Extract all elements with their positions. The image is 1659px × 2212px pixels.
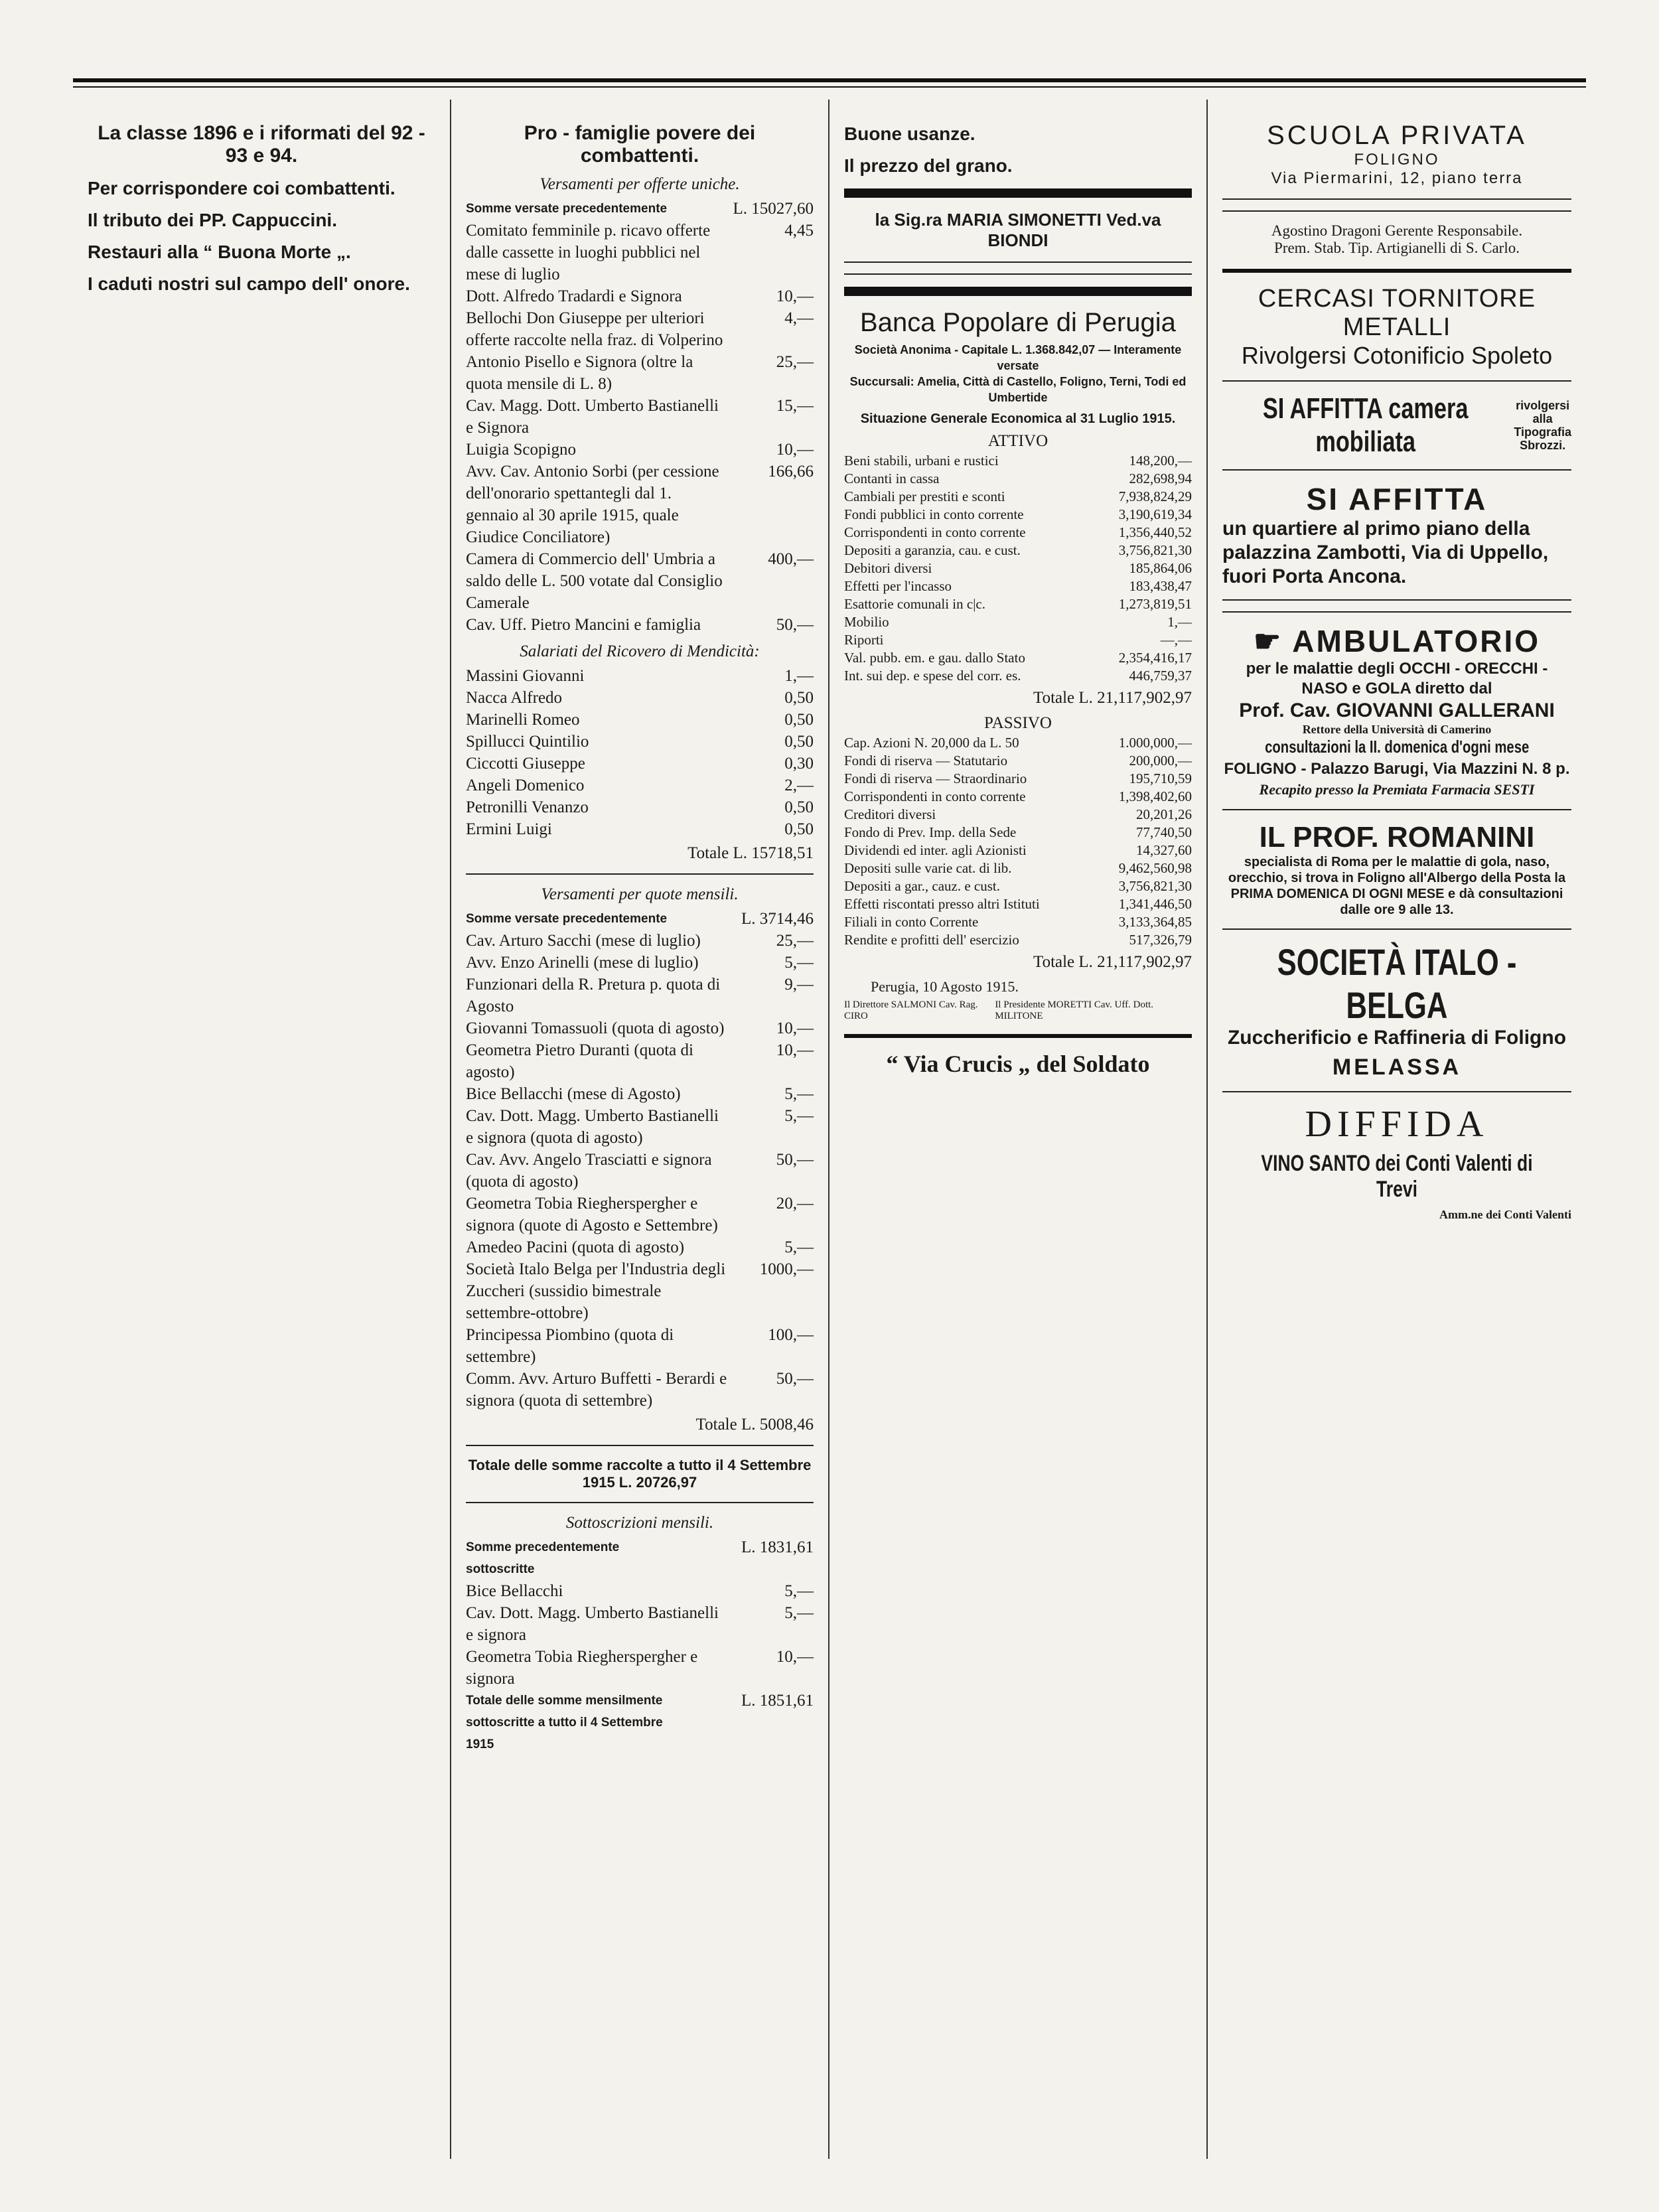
- ledger-row: [466, 1083, 814, 1105]
- divider: [1222, 1091, 1571, 1092]
- ledger-amount: 77,740,50: [1136, 824, 1192, 840]
- ledger-row: [466, 687, 814, 709]
- carry-label: Somme versate precedentemente: [466, 912, 668, 926]
- carry-value: L. 15027,60: [733, 200, 814, 218]
- divider: [466, 873, 814, 875]
- ledger-row: [466, 731, 814, 753]
- ledger-amount: 1,341,446,50: [1118, 896, 1192, 912]
- ledger-amount: 195,710,59: [1129, 771, 1192, 786]
- ledger-label: Amedeo Pacini (quota di agosto): [466, 1238, 685, 1256]
- ledger-row: [844, 788, 1192, 806]
- ad-melassa: MELASSA: [1332, 1055, 1462, 1080]
- ledger-amount: 166,66: [768, 463, 814, 480]
- ledger-amount: 185,864,06: [1129, 560, 1192, 576]
- heading-caduti: I caduti nostri sul campo dell' onore.: [88, 273, 410, 294]
- ledger-row: [466, 439, 814, 461]
- ledger-row: [844, 806, 1192, 824]
- ledger-amount: 517,326,79: [1129, 932, 1192, 948]
- ledger-amount: 10,—: [776, 1648, 814, 1666]
- ledger-row: [844, 842, 1192, 859]
- bank-attivo-table: [844, 452, 1192, 685]
- ledger-row: [844, 877, 1192, 895]
- ledger-amount: 0,50: [784, 711, 814, 729]
- ledger-row: [844, 931, 1192, 949]
- ledger-row: [844, 824, 1192, 842]
- ledger-label: Camera di Commercio dell' Umbria a saldo delle L. 500 votate dal Consiglio Camerale: [466, 550, 723, 612]
- ledger-amount: 5,—: [784, 1582, 814, 1600]
- ledger-amount: 183,438,47: [1129, 578, 1192, 594]
- ledger-label: Fondi di riserva — Straordinario: [844, 771, 1027, 786]
- ledger-label: Cav. Avv. Angelo Trasciatti e signora (quota di agosto): [466, 1151, 712, 1191]
- ledger-row: [466, 614, 814, 636]
- ledger-label: Comm. Avv. Arturo Buffetti - Berardi e signora (quota di settembre): [466, 1370, 727, 1410]
- ledger-label: Cambiali per prestiti e sconti: [844, 488, 1005, 504]
- ledger-amount: 1,356,440,52: [1118, 524, 1192, 540]
- ad-ambulatorio-l3: Rettore della Università di Camerino: [1302, 723, 1492, 736]
- ledger-amount: 1.000,000,—: [1118, 735, 1192, 751]
- ad-ambulatorio-title-text: AMBULATORIO: [1292, 624, 1541, 658]
- ad-ambulatorio-l5: FOLIGNO - Palazzo Barugi, Via Mazzini N. 8 p.: [1224, 760, 1570, 778]
- divider: [844, 261, 1192, 263]
- bank-capital: Società Anonima - Capitale L. 1.368.842,07 — Interamente versate: [854, 343, 1182, 372]
- ledger-amount: 282,698,94: [1129, 471, 1192, 486]
- ad-ambulatorio-title: [1222, 623, 1571, 659]
- ledger-amount: 7,938,824,29: [1118, 488, 1192, 504]
- ledger-amount: 400,—: [768, 550, 814, 568]
- gerente: Agostino Dragoni Gerente Responsabile.: [1271, 222, 1523, 239]
- ledger-row: [466, 1193, 814, 1236]
- ledger-label: Fondi pubblici in conto corrente: [844, 506, 1024, 522]
- ledger-label: Ciccotti Giuseppe: [466, 755, 585, 773]
- ledger-row: [466, 1105, 814, 1149]
- ledger-amount: 1,—: [784, 667, 814, 685]
- bank-date: Perugia, 10 Agosto 1915.: [871, 978, 1019, 995]
- ledger-row: [466, 1602, 814, 1646]
- ledger-quote-mensili: [466, 930, 814, 1412]
- ledger-row: [466, 461, 814, 548]
- ledger-label: Esattorie comunali in c|c.: [844, 596, 985, 612]
- ledger-label: Int. sui dep. e spese del corr. es.: [844, 668, 1021, 684]
- ledger-label: Bice Bellacchi (mese di Agosto): [466, 1085, 681, 1103]
- ad-ambulatorio-l2: Prof. Cav. GIOVANNI GALLERANI: [1239, 700, 1555, 721]
- grand-total: Totale delle somme raccolte a tutto il 4 Settembre 1915 L. 20726,97: [468, 1457, 812, 1491]
- ledger-amount: 0,50: [784, 733, 814, 751]
- ledger-label: Geometra Tobia Riegherspergher e signora: [466, 1648, 698, 1688]
- heading-prezzo-grano: Il prezzo del grano.: [844, 155, 1013, 176]
- ledger-label: Corrispondenti in conto corrente: [844, 788, 1026, 804]
- ledger-row: [844, 752, 1192, 770]
- subheading-sottoscrizioni: Sottoscrizioni mensili.: [565, 1514, 714, 1532]
- heading-buone-usanze: Buone usanze.: [844, 123, 975, 144]
- ledger-amount: 0,50: [784, 798, 814, 816]
- bank-situation: Situazione Generale Economica al 31 Luglio 1915.: [860, 411, 1176, 426]
- ledger-row: [844, 577, 1192, 595]
- top-rule: [73, 78, 1586, 82]
- ledger-amount: 20,201,26: [1136, 806, 1192, 822]
- ledger-label: Mobilio: [844, 614, 889, 630]
- ledger-label: Giovanni Tomassuoli (quota di agosto): [466, 1019, 725, 1037]
- ledger-row: [466, 220, 814, 285]
- ledger-label: Riporti: [844, 632, 884, 648]
- ledger-amount: 1,273,819,51: [1118, 596, 1192, 612]
- ledger-amount: 3,133,364,85: [1118, 914, 1192, 930]
- ledger-row: [466, 285, 814, 307]
- ledger-row: [844, 649, 1192, 667]
- divider: [1222, 198, 1571, 200]
- carry-row: [466, 198, 814, 220]
- ledger-label: Bellochi Don Giuseppe per ulteriori offerte raccolte nella fraz. di Volperino: [466, 309, 723, 349]
- school-city: FOLIGNO: [1354, 151, 1440, 169]
- divider: [1222, 611, 1571, 613]
- ledger-row: [844, 734, 1192, 752]
- ledger-amount: 5,—: [784, 1107, 814, 1125]
- ledger-label: Angeli Domenico: [466, 776, 585, 794]
- ledger-label: Corrispondenti in conto corrente: [844, 524, 1026, 540]
- bank-attivo: ATTIVO: [987, 432, 1048, 450]
- ledger-row: [466, 974, 814, 1017]
- bank-passivo-table: [844, 734, 1192, 949]
- ledger-label: Effetti per l'incasso: [844, 578, 952, 594]
- ledger-label: Geometra Tobia Riegherspergher e signora (quote di Agosto e Settembre): [466, 1195, 718, 1234]
- ledger-amount: 2,—: [784, 776, 814, 794]
- ledger-row: [466, 753, 814, 774]
- ledger-amount: 3,756,821,30: [1118, 878, 1192, 894]
- ledger-row: [844, 667, 1192, 685]
- ledger-row: [466, 1646, 814, 1690]
- ledger-amount: 50,—: [776, 1370, 814, 1388]
- obituary-rule: [844, 188, 1192, 198]
- ledger-label: Luigia Scopigno: [466, 441, 576, 459]
- divider: [466, 1445, 814, 1446]
- divider: [844, 1034, 1192, 1038]
- carry-row: [466, 1536, 814, 1580]
- ad-diffida-sign: Amm.ne dei Conti Valenti: [1439, 1208, 1571, 1221]
- ad-ambulatorio-l4: consultazioni la II. domenica d'ogni mese: [1264, 737, 1530, 757]
- total-quote: Totale L. 5008,46: [695, 1416, 814, 1434]
- ledger-amount: 2,354,416,17: [1118, 650, 1192, 666]
- divider: [844, 273, 1192, 275]
- ledger-amount: 0,30: [784, 755, 814, 773]
- ledger-amount: 3,756,821,30: [1118, 542, 1192, 558]
- ledger-row: [466, 1149, 814, 1193]
- ledger-amount: 1000,—: [759, 1260, 814, 1278]
- ad-ambulatorio-l1: per le malattie degli OCCHI - ORECCHI - NASO e GOLA diretto dal: [1246, 660, 1548, 698]
- ledger-label: Bice Bellacchi: [466, 1582, 563, 1600]
- ad-italo-belga-title: SOCIETÀ ITALO - BELGA: [1277, 941, 1517, 1026]
- ledger-amount: 5,—: [784, 1238, 814, 1256]
- total-sottoscrizioni-label: Totale delle somme mensilmente sottoscritte a tutto il 4 Settembre 1915: [466, 1694, 663, 1751]
- ledger-amount: 25,—: [776, 353, 814, 371]
- ledger-label: Dott. Alfredo Tradardi e Signora: [466, 287, 682, 305]
- ledger-label: Contanti in cassa: [844, 471, 940, 486]
- ledger-amount: 0,50: [784, 689, 814, 707]
- ad-cercasi: [1222, 285, 1571, 370]
- ledger-label: Rendite e profitti dell' esercizio: [844, 932, 1019, 948]
- ledger-row: [844, 631, 1192, 649]
- ad-romanini-body: specialista di Roma per le malattie di gola, naso, orecchio, si trova in Foligno all'Albergo della Posta la PRIMA DOMENICA DI OGNI MESE e dà consultazioni dalle ore 9 alle 13.: [1228, 855, 1566, 917]
- ledger-amount: 10,—: [776, 1041, 814, 1059]
- ledger-row: [466, 952, 814, 974]
- subheading-offerte-uniche: Versamenti per offerte uniche.: [540, 175, 740, 193]
- pointing-hand-icon: ☛: [1253, 624, 1293, 658]
- bank-president: Il Presidente MORETTI Cav. Uff. Dott. MILITONE: [995, 999, 1154, 1021]
- ledger-label: Geometra Pietro Duranti (quota di agosto): [466, 1041, 693, 1081]
- ledger-row: [844, 524, 1192, 542]
- ledger-row: [466, 548, 814, 614]
- heading-corrispondere: Per corrispondere coi combattenti.: [88, 178, 396, 198]
- ad-affitta-quartiere: [1222, 481, 1571, 589]
- columns: [73, 100, 1586, 2159]
- bank-notice: [844, 308, 1192, 1022]
- ledger-row: [466, 818, 814, 840]
- ledger-amount: 5,—: [784, 1085, 814, 1103]
- ad-vino-santo: VINO SANTO dei Conti Valenti di Trevi: [1261, 1151, 1533, 1202]
- ad-ambulatorio-l6: Recapito presso la Premiata Farmacia SESTI: [1259, 781, 1535, 798]
- ad-affitta-camera: [1222, 392, 1571, 459]
- ledger-label: Principessa Piombino (quota di settembre): [466, 1326, 674, 1366]
- ledger-amount: 10,—: [776, 287, 814, 305]
- ledger-row: [844, 506, 1192, 524]
- ledger-row: [466, 1258, 814, 1324]
- ledger-ricovero: [466, 665, 814, 840]
- ledger-label: Filiali in conto Corrente: [844, 914, 979, 930]
- ledger-label: Avv. Cav. Antonio Sorbi (per cessione dell'onorario spettantegli dal 1. gennaio al 30 aprile 1915, quale Giudice Conciliatore): [466, 463, 719, 546]
- ledger-label: Creditori diversi: [844, 806, 936, 822]
- ledger-label: Depositi a gar., cauz. e cust.: [844, 878, 1000, 894]
- heading-via-crucis: “ Via Crucis „ del Soldato: [886, 1051, 1150, 1077]
- ledger-label: Depositi a garanzia, cau. e cust.: [844, 542, 1021, 558]
- ledger-offerte-uniche: [466, 220, 814, 636]
- ledger-row: [844, 559, 1192, 577]
- ad-italo-belga-sub: Zuccherificio e Raffineria di Foligno: [1227, 1027, 1567, 1049]
- ledger-label: Depositi sulle varie cat. di lib.: [844, 860, 1012, 876]
- ledger-amount: 4,45: [784, 222, 814, 240]
- ledger-amount: 9,—: [784, 976, 814, 994]
- heading-restauri: Restauri alla “ Buona Morte „.: [88, 242, 351, 262]
- total-offerte: Totale L. 15718,51: [687, 844, 814, 862]
- carry-row: [466, 908, 814, 930]
- bank-passivo-total: Totale L. 21,117,902,97: [1033, 953, 1192, 971]
- ledger-amount: 20,—: [776, 1195, 814, 1213]
- ledger-amount: 446,759,37: [1129, 668, 1192, 684]
- column-1: [73, 100, 451, 2159]
- bank-signatures: [844, 999, 1192, 1022]
- ad-scuola-privata: [1222, 121, 1571, 188]
- ledger-label: Società Italo Belga per l'Industria degli Zuccheri (sussidio bimestrale settembre-ottobre): [466, 1260, 726, 1322]
- ledger-row: [466, 1236, 814, 1258]
- stabilimento: Prem. Stab. Tip. Artigianelli di S. Carlo.: [1274, 240, 1520, 256]
- ledger-label: Nacca Alfredo: [466, 689, 563, 707]
- ad-quartiere-title: SI AFFITTA: [1306, 482, 1488, 516]
- ledger-label: Debitori diversi: [844, 560, 932, 576]
- ad-diffida: [1222, 1103, 1571, 1222]
- carry-label: Somme precedentemente sottoscritte: [466, 1540, 620, 1576]
- ledger-label: Marinelli Romeo: [466, 711, 580, 729]
- ledger-amount: 15,—: [776, 397, 814, 415]
- ledger-row: [466, 1368, 814, 1412]
- divider: [1222, 210, 1571, 212]
- ledger-label: Comitato femminile p. ricavo offerte dalle cassette in luoghi pubblici nel mese di luglio: [466, 222, 711, 283]
- subheading-ricovero: Salariati del Ricovero di Mendicità:: [520, 642, 760, 660]
- ledger-amount: 4,—: [784, 309, 814, 327]
- ledger-row: [466, 1324, 814, 1368]
- ledger-row: [844, 452, 1192, 470]
- ledger-amount: 10,—: [776, 441, 814, 459]
- ad-cercasi-sub: Rivolgersi Cotonificio Spoleto: [1241, 342, 1553, 369]
- ad-italo-belga: [1222, 940, 1571, 1080]
- ledger-row: [844, 542, 1192, 559]
- ledger-label: Val. pubb. em. e gau. dallo Stato: [844, 650, 1025, 666]
- ledger-amount: —,—: [1160, 632, 1192, 648]
- total-sottoscrizioni-value: L. 1851,61: [741, 1692, 814, 1710]
- ledger-row: [844, 913, 1192, 931]
- ledger-sottoscrizioni: [466, 1580, 814, 1690]
- ad-camera-title: SI AFFITTA camera mobiliata: [1262, 392, 1469, 458]
- ledger-label: Cap. Azioni N. 20,000 da L. 50: [844, 735, 1019, 751]
- ledger-label: Avv. Enzo Arinelli (mese di luglio): [466, 954, 699, 972]
- ledger-amount: 50,—: [776, 1151, 814, 1169]
- ad-cercasi-title: CERCASI TORNITORE METALLI: [1258, 285, 1536, 341]
- ledger-amount: 100,—: [768, 1326, 814, 1344]
- column-4: [1208, 100, 1586, 2159]
- ledger-row: [466, 1580, 814, 1602]
- ledger-label: Antonio Pisello e Signora (oltre la quota mensile di L. 8): [466, 353, 693, 393]
- ledger-amount: 10,—: [776, 1019, 814, 1037]
- ledger-row: [844, 470, 1192, 488]
- ledger-row: [844, 770, 1192, 788]
- ledger-label: Cav. Magg. Dott. Umberto Bastianelli e Signora: [466, 397, 719, 437]
- ledger-amount: 0,50: [784, 820, 814, 838]
- column-3: [830, 100, 1208, 2159]
- bank-attivo-total: Totale L. 21,117,902,97: [1033, 689, 1192, 707]
- ledger-amount: 1,398,402,60: [1118, 788, 1192, 804]
- heading-classe-1896: La classe 1896 e i riformati del 92 - 93 e 94.: [98, 122, 425, 167]
- ledger-row: [844, 613, 1192, 631]
- ledger-amount: 50,—: [776, 616, 814, 634]
- divider: [1222, 599, 1571, 601]
- carry-value: L. 1831,61: [741, 1538, 814, 1556]
- ledger-row: [466, 774, 814, 796]
- ledger-label: Cav. Dott. Magg. Umberto Bastianelli e signora: [466, 1604, 719, 1644]
- heading-pro-famiglie: Pro - famiglie povere dei combattenti.: [524, 122, 756, 167]
- bank-title: Banca Popolare di Perugia: [860, 308, 1176, 337]
- ledger-label: Fondo di Prev. Imp. della Sede: [844, 824, 1017, 840]
- ledger-label: Petronilli Venanzo: [466, 798, 589, 816]
- ledger-amount: 200,000,—: [1129, 753, 1192, 769]
- ledger-row: [844, 859, 1192, 877]
- ledger-label: Funzionari della R. Pretura p. quota di Agosto: [466, 976, 721, 1015]
- ledger-row: [844, 895, 1192, 913]
- ad-camera-side: rivolgersi alla Tipografia Sbrozzi.: [1514, 399, 1571, 452]
- ledger-row: [466, 1039, 814, 1083]
- subheading-quote-mensili: Versamenti per quote mensili.: [541, 885, 739, 903]
- ledger-amount: 1,—: [1167, 614, 1192, 630]
- ledger-label: Ermini Luigi: [466, 820, 552, 838]
- bank-rule: [844, 287, 1192, 296]
- ledger-label: Cav. Uff. Pietro Mancini e famiglia: [466, 616, 701, 634]
- divider: [1222, 269, 1571, 273]
- ledger-label: Spillucci Quintilio: [466, 733, 589, 751]
- divider: [1222, 928, 1571, 930]
- obituary-name: la Sig.ra MARIA SIMONETTI Ved.va BIONDI: [875, 210, 1161, 250]
- divider: [466, 1502, 814, 1503]
- divider: [1222, 469, 1571, 471]
- ledger-row: [466, 665, 814, 687]
- bank-passivo: PASSIVO: [984, 714, 1052, 732]
- ledger-amount: 3,190,619,34: [1118, 506, 1192, 522]
- ad-ambulatorio: [1222, 623, 1571, 798]
- ledger-row: [844, 488, 1192, 506]
- carry-value: L. 3714,46: [741, 910, 814, 928]
- heading-cappuccini: Il tributo dei PP. Cappuccini.: [88, 210, 337, 230]
- ledger-row: [466, 709, 814, 731]
- ad-romanini: [1222, 821, 1571, 918]
- ledger-label: Massini Giovanni: [466, 667, 585, 685]
- ad-romanini-title: IL PROF. ROMANINI: [1259, 821, 1535, 853]
- ledger-amount: 5,—: [784, 954, 814, 972]
- ledger-row: [844, 595, 1192, 613]
- ledger-amount: 9,462,560,98: [1118, 860, 1192, 876]
- ledger-amount: 5,—: [784, 1604, 814, 1622]
- ad-quartiere-body: un quartiere al primo piano della palazzina Zambotti, Via di Uppello, fuori Porta Ancona.: [1222, 518, 1549, 587]
- ledger-amount: 148,200,—: [1129, 453, 1192, 469]
- school-title: SCUOLA PRIVATA: [1267, 121, 1527, 150]
- ledger-label: Cav. Dott. Magg. Umberto Bastianelli e signora (quota di agosto): [466, 1107, 719, 1147]
- ledger-label: Cav. Arturo Sacchi (mese di luglio): [466, 932, 701, 950]
- ledger-label: Fondi di riserva — Statutario: [844, 753, 1008, 769]
- ledger-label: Effetti riscontati presso altri Istituti: [844, 896, 1040, 912]
- ledger-row: [466, 1017, 814, 1039]
- ledger-amount: 14,327,60: [1136, 842, 1192, 858]
- ledger-amount: 25,—: [776, 932, 814, 950]
- divider: [1222, 380, 1571, 382]
- column-2: [451, 100, 830, 2159]
- ledger-row: [466, 395, 814, 439]
- ledger-label: Beni stabili, urbani e rustici: [844, 453, 999, 469]
- top-rule-thin: [73, 86, 1586, 88]
- carry-label: Somme versate precedentemente: [466, 202, 668, 216]
- ledger-row: [466, 796, 814, 818]
- divider: [1222, 809, 1571, 810]
- school-address: Via Piermarini, 12, piano terra: [1271, 169, 1523, 187]
- ledger-label: Dividendi ed inter. agli Azionisti: [844, 842, 1027, 858]
- bank-branches: Succursali: Amelia, Città di Castello, Foligno, Terni, Todi ed Umbertide: [849, 375, 1187, 404]
- ledger-row: [466, 351, 814, 395]
- ledger-row: [466, 930, 814, 952]
- total-sottoscrizioni: [466, 1690, 814, 1755]
- ad-diffida-title: DIFFIDA: [1305, 1104, 1489, 1145]
- bank-director: Il Direttore SALMONI Cav. Rag. CIRO: [844, 999, 978, 1021]
- ledger-row: [466, 307, 814, 351]
